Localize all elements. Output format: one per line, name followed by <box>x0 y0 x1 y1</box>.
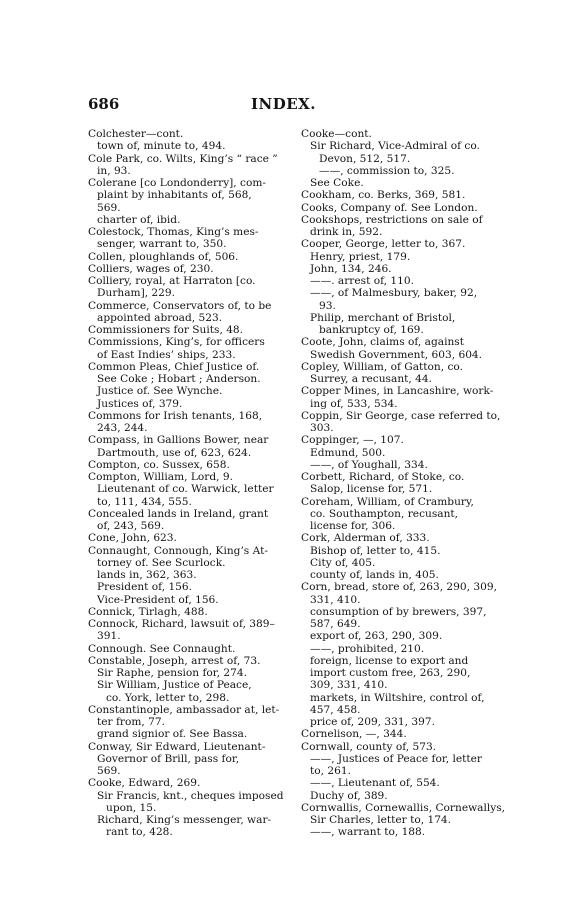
index-entry-line: bankruptcy of, 169. <box>319 324 424 336</box>
index-entry-line: foreign, license to export and <box>310 654 469 667</box>
index-entry-line: Richard, King’s messenger, war- <box>97 814 272 826</box>
index-entry-line: Surrey, a recusant, 44. <box>310 373 432 385</box>
index-entry-line: Cork, Alderman of, 333. <box>301 532 430 545</box>
index-entry-line: Cornelison, —, 344. <box>301 728 407 741</box>
index-entry-line: Colliers, wages of, 230. <box>88 262 214 275</box>
index-entry-line: Justices of, 379. <box>97 397 183 410</box>
index-entry-line: Cooke—cont. <box>301 128 372 140</box>
index-entry-line: Conway, Sir Edward, Lieutenant- <box>88 740 266 753</box>
index-entry-line: Compass, in Gallions Bower, near <box>88 434 269 447</box>
index-entry-line: John, 134, 246. <box>310 262 392 275</box>
index-entry-line: Colchester—cont. <box>88 128 184 140</box>
index-entry-line: Connock, Richard, lawsuit of, 389– <box>88 618 275 630</box>
page-number: 686 <box>88 95 120 113</box>
index-entry-line: Copper Mines, in Lancashire, work- <box>301 385 494 398</box>
index-entry-line: Cooks, Company of. See London. <box>301 201 478 214</box>
index-entry-line: Constantinople, ambassador at, let- <box>88 703 280 716</box>
index-entry-line: in, 93. <box>97 164 131 177</box>
index-entry-line: senger, warrant to, 350. <box>97 238 227 251</box>
index-entry-line: Coppinger, —, 107. <box>301 434 404 447</box>
index-entry-line: license for, 306. <box>310 520 396 532</box>
page-title: INDEX. <box>250 95 317 113</box>
index-entry-line: Sir Richard, Vice-Admiral of co. <box>310 140 480 153</box>
index-entry-line: Edmund, 500. <box>310 446 386 459</box>
index-entry-line: ——, commission to, 325. <box>319 164 455 177</box>
index-entry-line: Colliery, royal, at Harraton [co. <box>88 275 256 287</box>
index-entry-line: appointed abroad, 523. <box>97 311 223 324</box>
index-entry-line: to, 111, 434, 555. <box>97 495 192 508</box>
index-entry-line: Colestock, Thomas, King’s mes- <box>88 226 259 238</box>
index-entry-line: 569. <box>97 201 121 214</box>
index-entry-line: ——, prohibited, 210. <box>310 642 425 655</box>
index-entry-line: import custom free, 263, 290, <box>310 667 471 679</box>
index-entry-line: ——. arrest of, 110. <box>310 275 414 287</box>
index-entry-line: ——, Lieutenant of, 554. <box>310 777 440 790</box>
index-entry-line: grand signior of. See Bassa. <box>97 728 248 741</box>
index-entry-line: Sir Raphe, pension for, 274. <box>97 667 248 679</box>
index-entry-line: ——, warrant to, 188. <box>310 826 426 839</box>
index-entry-line: plaint by inhabitants of, 568, <box>97 189 252 202</box>
index-entry-line: Compton, co. Sussex, 658. <box>88 458 230 471</box>
index-entry-line: county of, lands in, 405. <box>310 569 439 581</box>
index-entry-line: Cooper, George, letter to, 367. <box>301 238 466 251</box>
index-entry-line: Colerane [co Londonderry], com- <box>88 177 266 189</box>
index-entry-line: Vice-President of, 156. <box>97 593 219 606</box>
index-entry-line: Commissioners for Suits, 48. <box>88 324 244 336</box>
index-entry-line: Swedish Government, 603, 604. <box>310 348 483 361</box>
index-entry-line: Sir Francis, knt., cheques imposed <box>97 789 284 802</box>
index-entry-line: Cone, John, 623. <box>88 532 177 545</box>
index-entry-line: Collen, ploughlands of, 506. <box>88 250 239 263</box>
index-entry-line: Duchy of, 389. <box>310 789 388 802</box>
index-entry-line: Commons for Irish tenants, 168, <box>88 409 263 422</box>
index-entry-line: export of, 263, 290, 309. <box>310 630 443 643</box>
index-entry-line: 391. <box>97 630 121 643</box>
index-entry-line: to, 261. <box>310 765 351 777</box>
index-entry-line: Justice of. See Wynche. <box>97 385 223 398</box>
index-entry-line: Cole Park, co. Wilts, King’s “ race ” <box>88 152 278 165</box>
index-entry-line: Common Pleas, Chief Justice of. <box>88 360 260 373</box>
index-entry-line: town of, minute to, 494. <box>97 140 226 153</box>
index-entry-line: of East Indies’ ships, 233. <box>97 348 236 361</box>
index-entry-line: 569. <box>97 765 121 777</box>
index-entry-line: Dartmouth, use of, 623, 624. <box>97 446 252 459</box>
index-entry-line: Cookshops, restrictions on sale of <box>301 213 483 226</box>
index-entry-line: Connick, Tirlagh, 488. <box>88 605 208 618</box>
index-entry-line: Commissions, King’s, for officers <box>88 336 265 349</box>
index-entry-line: Cornwall, county of, 573. <box>301 740 437 753</box>
index-entry-line: Henry, priest, 179. <box>310 250 411 263</box>
index-entry-line: markets, in Wiltshire, control of, <box>310 691 485 704</box>
index-entry-line: Cornwallis, Cornewallis, Cornewallys, <box>301 801 506 814</box>
index-entry-line: ——, of Youghall, 334. <box>310 458 428 471</box>
left-index-column <box>88 128 288 839</box>
index-entry-line: 587, 649. <box>310 618 361 630</box>
index-entry-line: President of, 156. <box>97 581 193 594</box>
index-entry-line: price of, 209, 331, 397. <box>310 716 435 728</box>
index-entry-line: Constable, Joseph, arrest of, 73. <box>88 654 261 667</box>
index-entry-line: Concealed lands in Ireland, grant <box>88 507 269 520</box>
index-entry-line: ——, Justices of Peace for, letter <box>310 752 482 765</box>
index-entry-line: upon, 15. <box>106 801 157 814</box>
index-entry-line: Connough. See Connaught. <box>88 642 236 655</box>
index-entry-line: Durham], 229. <box>97 287 176 300</box>
index-entry-line: Cooke, Edward, 269. <box>88 777 201 790</box>
index-entry-line: rant to, 428. <box>106 826 173 839</box>
index-entry-line: Sir Charles, letter to, 174. <box>310 814 452 826</box>
index-entry-line: Cookham, co. Berks, 369, 581. <box>301 189 466 202</box>
index-entry-line: See Coke ; Hobart ; Anderson. <box>97 373 261 385</box>
index-entry-line: Sir William, Justice of Peace, <box>97 679 252 692</box>
index-entry-line: co. Southampton, recusant, <box>310 507 459 520</box>
index-entry-line: 93. <box>319 299 336 312</box>
index-entry-line: 243, 244. <box>97 422 148 434</box>
right-index-column <box>301 128 506 839</box>
index-entry-line: Salop, license for, 571. <box>310 483 433 496</box>
index-entry-line: Governor of Brill, pass for, <box>97 752 240 765</box>
index-entry-line: See Coke. <box>310 177 364 189</box>
index-entry-line: co. York, letter to, 298. <box>106 691 230 704</box>
index-entry-line: 331, 410. <box>310 593 361 606</box>
index-entry-line: Lieutenant of co. Warwick, letter <box>97 483 274 496</box>
index-entry-line: Devon, 512, 517. <box>319 152 411 165</box>
index-entry-line: ——, of Malmesbury, baker, 92, <box>310 287 478 300</box>
index-entry-line: drink in, 592. <box>310 226 383 238</box>
index-entry-line: Coote, John, claims of, against <box>301 336 464 349</box>
index-entry-line: torney of. See Scurlock. <box>97 556 226 569</box>
index-entry-line: Bishop of, letter to, 415. <box>310 544 441 557</box>
index-entry-line: 309, 331, 410. <box>310 679 388 692</box>
index-entry-line: ter from, 77. <box>97 716 165 728</box>
index-entry-line: consumption of by brewers, 397, <box>310 605 487 618</box>
index-entry-line: Compton, William, Lord, 9. <box>88 471 233 483</box>
index-entry-line: Commerce, Conservators of, to be <box>88 299 272 312</box>
index-entry-line: of, 243, 569. <box>97 520 165 532</box>
index-entry-line: Philip, merchant of Bristol, <box>310 311 456 324</box>
index-entry-line: lands in, 362, 363. <box>97 569 197 581</box>
index-entry-line: charter of, ibid. <box>97 213 181 226</box>
index-entry-line: Copley, William, of Gatton, co. <box>301 360 463 373</box>
index-entry-line: 457, 458. <box>310 703 361 716</box>
index-entry-line: Coreham, William, of Crambury, <box>301 495 474 508</box>
index-entry-line: 303. <box>310 422 334 434</box>
index-entry-line: Corn, bread, store of, 263, 290, 309, <box>301 581 497 594</box>
index-entry-line: Coppin, Sir George, case referred to, <box>301 409 501 422</box>
index-entry-line: Connaught, Connough, King’s At- <box>88 544 268 557</box>
index-entry-line: Corbett, Richard, of Stoke, co. <box>301 471 465 483</box>
index-entry-line: City of, 405. <box>310 556 376 569</box>
index-entry-line: ing of, 533, 534. <box>310 397 398 410</box>
page-header <box>0 95 567 115</box>
